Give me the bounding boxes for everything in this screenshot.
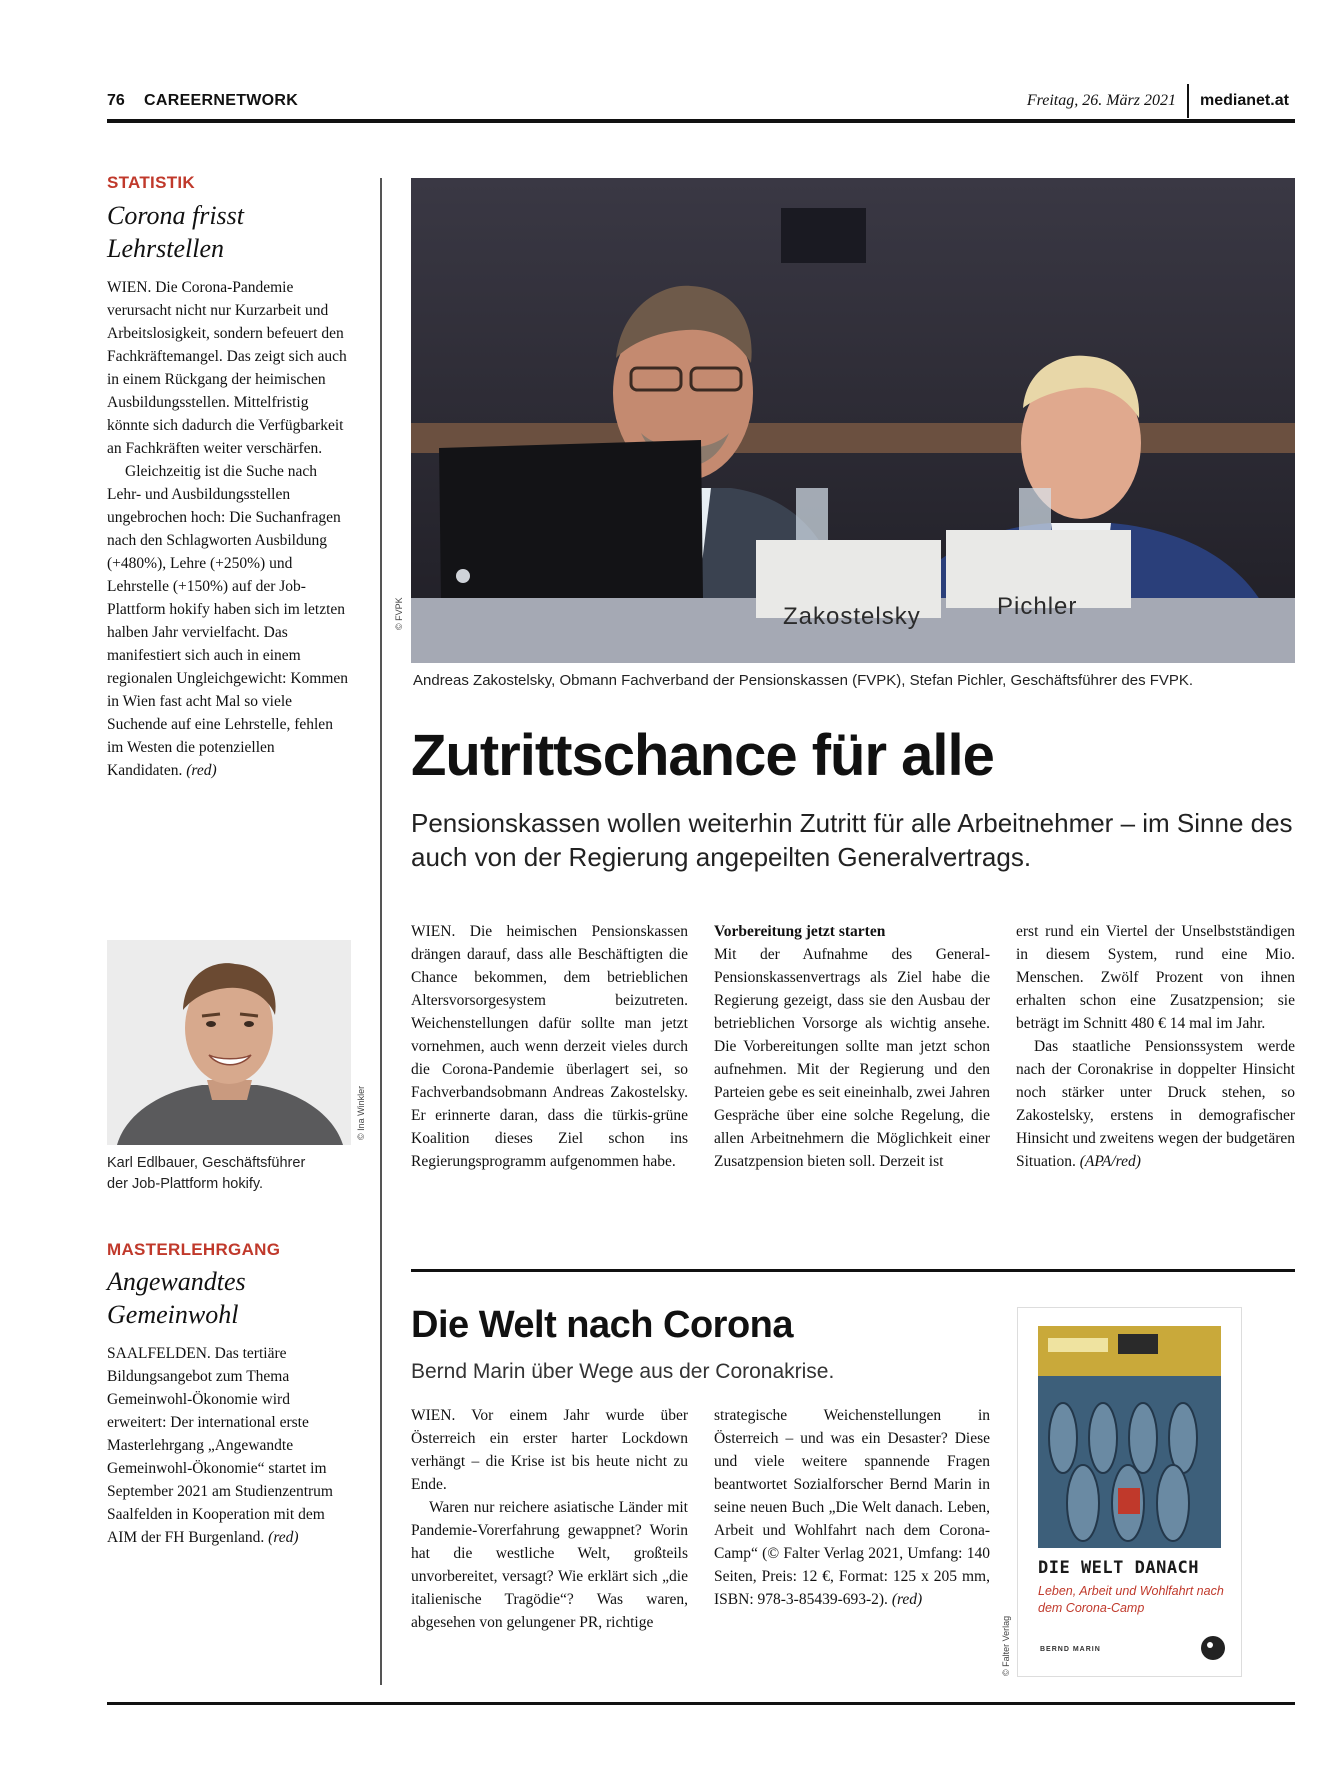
sidebar-body-1-p2-text: Gleichzeitig ist die Suche nach Lehr- und Ausbildungsstellen ungebrochen hoch: Die Suchanfragen nach den Schlagworten Ausbildung (+480%), Lehre (+250%) und Lehrstelle (+150%) auf der Job-Plattform hokify haben sich im letzten halben Jahr vervielfacht. Das manifestiert sich auch in einem regionalen Ungleichgewicht: Kommen in Wien fast acht Mal so viele Suchende auf eine Lehrstelle, fehlen im Westen die potenziellen Kandidaten. xyxy=(107,463,349,779)
main-column-1-text: WIEN. Die heimischen Pensionskassen drängen darauf, dass alle Beschäftigten die Chance bekommen, dem betrieblichen Altersvorsorgesystem beizutreten. Weichenstellungen dafür sollte man jetzt vornehmen, auch wenn derzeit vieles durch die Corona-Pandemie überlagert sei, so Fachverbandsobmann Andreas Zakostelsky. Er erinnerte daran, dass die türkis-grüne Koalition dieses Ziel schon ins Regierungsprogramm aufgenommen habe. xyxy=(411,923,688,1170)
sidebar-body-2-p1-text: SAALFELDEN. Das tertiäre Bildungsangebot zum Thema Gemeinwohl-Ökonomie wird erweitert: Der international erste Masterlehrgang „Angewandte Gemeinwohl-Ökonomie“ startet im September 2021 am Studienzentrum Saalfelden in Kooperation mit dem AIM der FH Burgenland. xyxy=(107,1345,333,1546)
sidebar-2-signature: (red) xyxy=(268,1529,299,1546)
name-card-zakostelsky: Zakostelsky xyxy=(783,603,921,630)
portrait-caption xyxy=(107,1153,357,1195)
site-name: medianet.at xyxy=(1200,92,1289,109)
main-subhead: Pensionskassen wollen weiterhin Zutritt für alle Arbeitnehmer – im Sinne des auch von der Regierung angepeilten Generalvertrags. xyxy=(411,808,1293,872)
page-number: 76 xyxy=(107,92,125,109)
publisher-logo-icon xyxy=(1198,1633,1228,1663)
sidebar-title-1-line2: Lehrstellen xyxy=(107,234,224,263)
portrait-caption-line1: Karl Edlbauer, Geschäftsführer xyxy=(107,1155,306,1171)
sidebar-body-1-p2 xyxy=(107,460,352,782)
second-subhead: Bernd Marin über Wege aus der Coronakrise. xyxy=(411,1360,835,1383)
main-photo-caption: Andreas Zakostelsky, Obmann Fachverband der Pensionskassen (FVPK), Stefan Pichler, Geschäftsführer des FVPK. xyxy=(413,672,1194,689)
book-author: BERND MARIN xyxy=(1040,1646,1101,1653)
sidebar-title-1 xyxy=(107,199,244,265)
second-column-1-p2: Waren nur reichere asiatische Länder mit Pandemie-Vorerfahrung gewappnet? Worin hat die westliche Welt, großteils unvorbereitet, versagt? Wie erklärt sich „die italienische Tragödie“? Was waren, abgesehen von gelungener PR, richtige xyxy=(411,1499,688,1631)
sidebar-body-1 xyxy=(107,276,352,782)
main-column-2-text: Mit der Aufnahme des General-Pensionskassenvertrags als Ziel habe die Regierung gezeigt, dass sie den Ausbau der betrieblichen Vorsorge als wichtig ansehe. Die Vorbereitungen sollte man jetzt schon aufnehmen. Mit der Regierung und den Parteien gebe es seit eineinhalb, zwei Jahren Gespräche über eine solche Regelung, die allen Arbeitnehmern die Möglichkeit einer Zusatzpension bieten soll. Derzeit ist xyxy=(714,946,990,1170)
portrait-photo xyxy=(107,940,351,1145)
second-headline: Die Welt nach Corona xyxy=(411,1304,794,1346)
main-column-1 xyxy=(411,920,688,1173)
main-column-2-heading: Vorbereitung jetzt starten xyxy=(714,923,886,940)
main-column-3-p1: erst rund ein Viertel der Unselbstständigen in diesem System, rund eine Mio. Menschen. Zwölf Prozent von ihnen erhalten schon eine Zusatzpension; sie beträgt im Schnitt 480 € 14 mal im Jahr. xyxy=(1016,923,1295,1032)
second-column-1 xyxy=(411,1404,688,1634)
header-rule xyxy=(107,119,1295,123)
name-card-pichler: Pichler xyxy=(997,593,1078,620)
portrait-photo-credit: © Ina Winkler xyxy=(356,1085,366,1140)
main-column-3 xyxy=(1016,920,1295,1173)
sidebar-title-1-line1: Corona frisst xyxy=(107,201,245,230)
main-column-3-p2-text: Das staatliche Pensionssystem werde nach der Coronakrise in doppelter Hinsicht noch stärker unter Druck stehen, so Zakostelsky, erstens in demografischer Hinsicht und zweitens wegen der budgetären Situation. xyxy=(1016,1038,1295,1170)
main-column-3-p2 xyxy=(1016,1035,1295,1173)
article-divider-rule xyxy=(411,1269,1295,1272)
bottom-rule xyxy=(107,1702,1295,1705)
second-column-2 xyxy=(714,1404,990,1611)
sidebar-body-1-p1: WIEN. Die Corona-Pandemie verursacht nicht nur Kurzarbeit und Arbeitslosigkeit, sondern befeuert den Fachkräftemangel. Das zeigt sich auch in einem Rückgang der heimischen Ausbildungsstellen. Mittelfristig könnte sich dadurch die Verfügbarkeit an Fachkräften weiter verschärfen. xyxy=(107,279,347,457)
second-column-2-text xyxy=(714,1404,990,1611)
second-article-signature: (red) xyxy=(891,1591,923,1608)
portrait-caption-line2: der Job-Plattform hokify. xyxy=(107,1176,264,1192)
second-column-2-body: strategische Weichenstellungen in Österreich – und was ein Desaster? Diese und viele weitere spannende Fragen beantwortet Sozialforscher Bernd Marin in seine neuen Buch „Die Welt danach. Leben, Arbeit und Wohlfahrt nach dem Corona-Camp“ (© Falter Verlag 2021, Umfang: 140 Seiten, Preis: 12 €, Format: 125 x 205 mm, ISBN: 978-3-85439-693-2). xyxy=(714,1407,990,1608)
book-subtitle: Leben, Arbeit und Wohlfahrt nach dem Corona-Camp xyxy=(1038,1584,1224,1615)
sidebar-body-2-p1 xyxy=(107,1342,352,1549)
section-name: CAREERNETWORK xyxy=(144,92,299,109)
issue-date: Freitag, 26. März 2021 xyxy=(1026,92,1176,109)
header-separator xyxy=(1187,84,1189,118)
main-photo-credit: © FVPK xyxy=(394,597,404,630)
main-headline: Zutrittschance für alle xyxy=(411,723,994,788)
sidebar-title-2 xyxy=(107,1265,246,1331)
sidebar-kicker-statistik: STATISTIK xyxy=(107,173,196,192)
sidebar-1-signature: (red) xyxy=(186,762,217,779)
sidebar-title-2-line2: Gemeinwohl xyxy=(107,1300,239,1329)
main-photo xyxy=(411,178,1295,663)
book-cover xyxy=(1018,1308,1241,1676)
main-column-2 xyxy=(714,920,990,1173)
book-title: DIE WELT DANACH xyxy=(1038,1558,1200,1578)
sidebar-title-2-line1: Angewandtes xyxy=(107,1267,246,1296)
main-article-signature: (APA/red) xyxy=(1079,1153,1141,1170)
sidebar-body-2 xyxy=(107,1342,352,1549)
column-divider xyxy=(380,178,382,1685)
second-column-1-p1: WIEN. Vor einem Jahr wurde über Österreich ein erster harter Lockdown verhängt – die Krise ist bis heute nicht zu Ende. xyxy=(411,1407,688,1493)
sidebar-kicker-masterlehrgang: MASTERLEHRGANG xyxy=(107,1240,281,1259)
book-cover-credit: © Falter Verlag xyxy=(1001,1615,1011,1676)
